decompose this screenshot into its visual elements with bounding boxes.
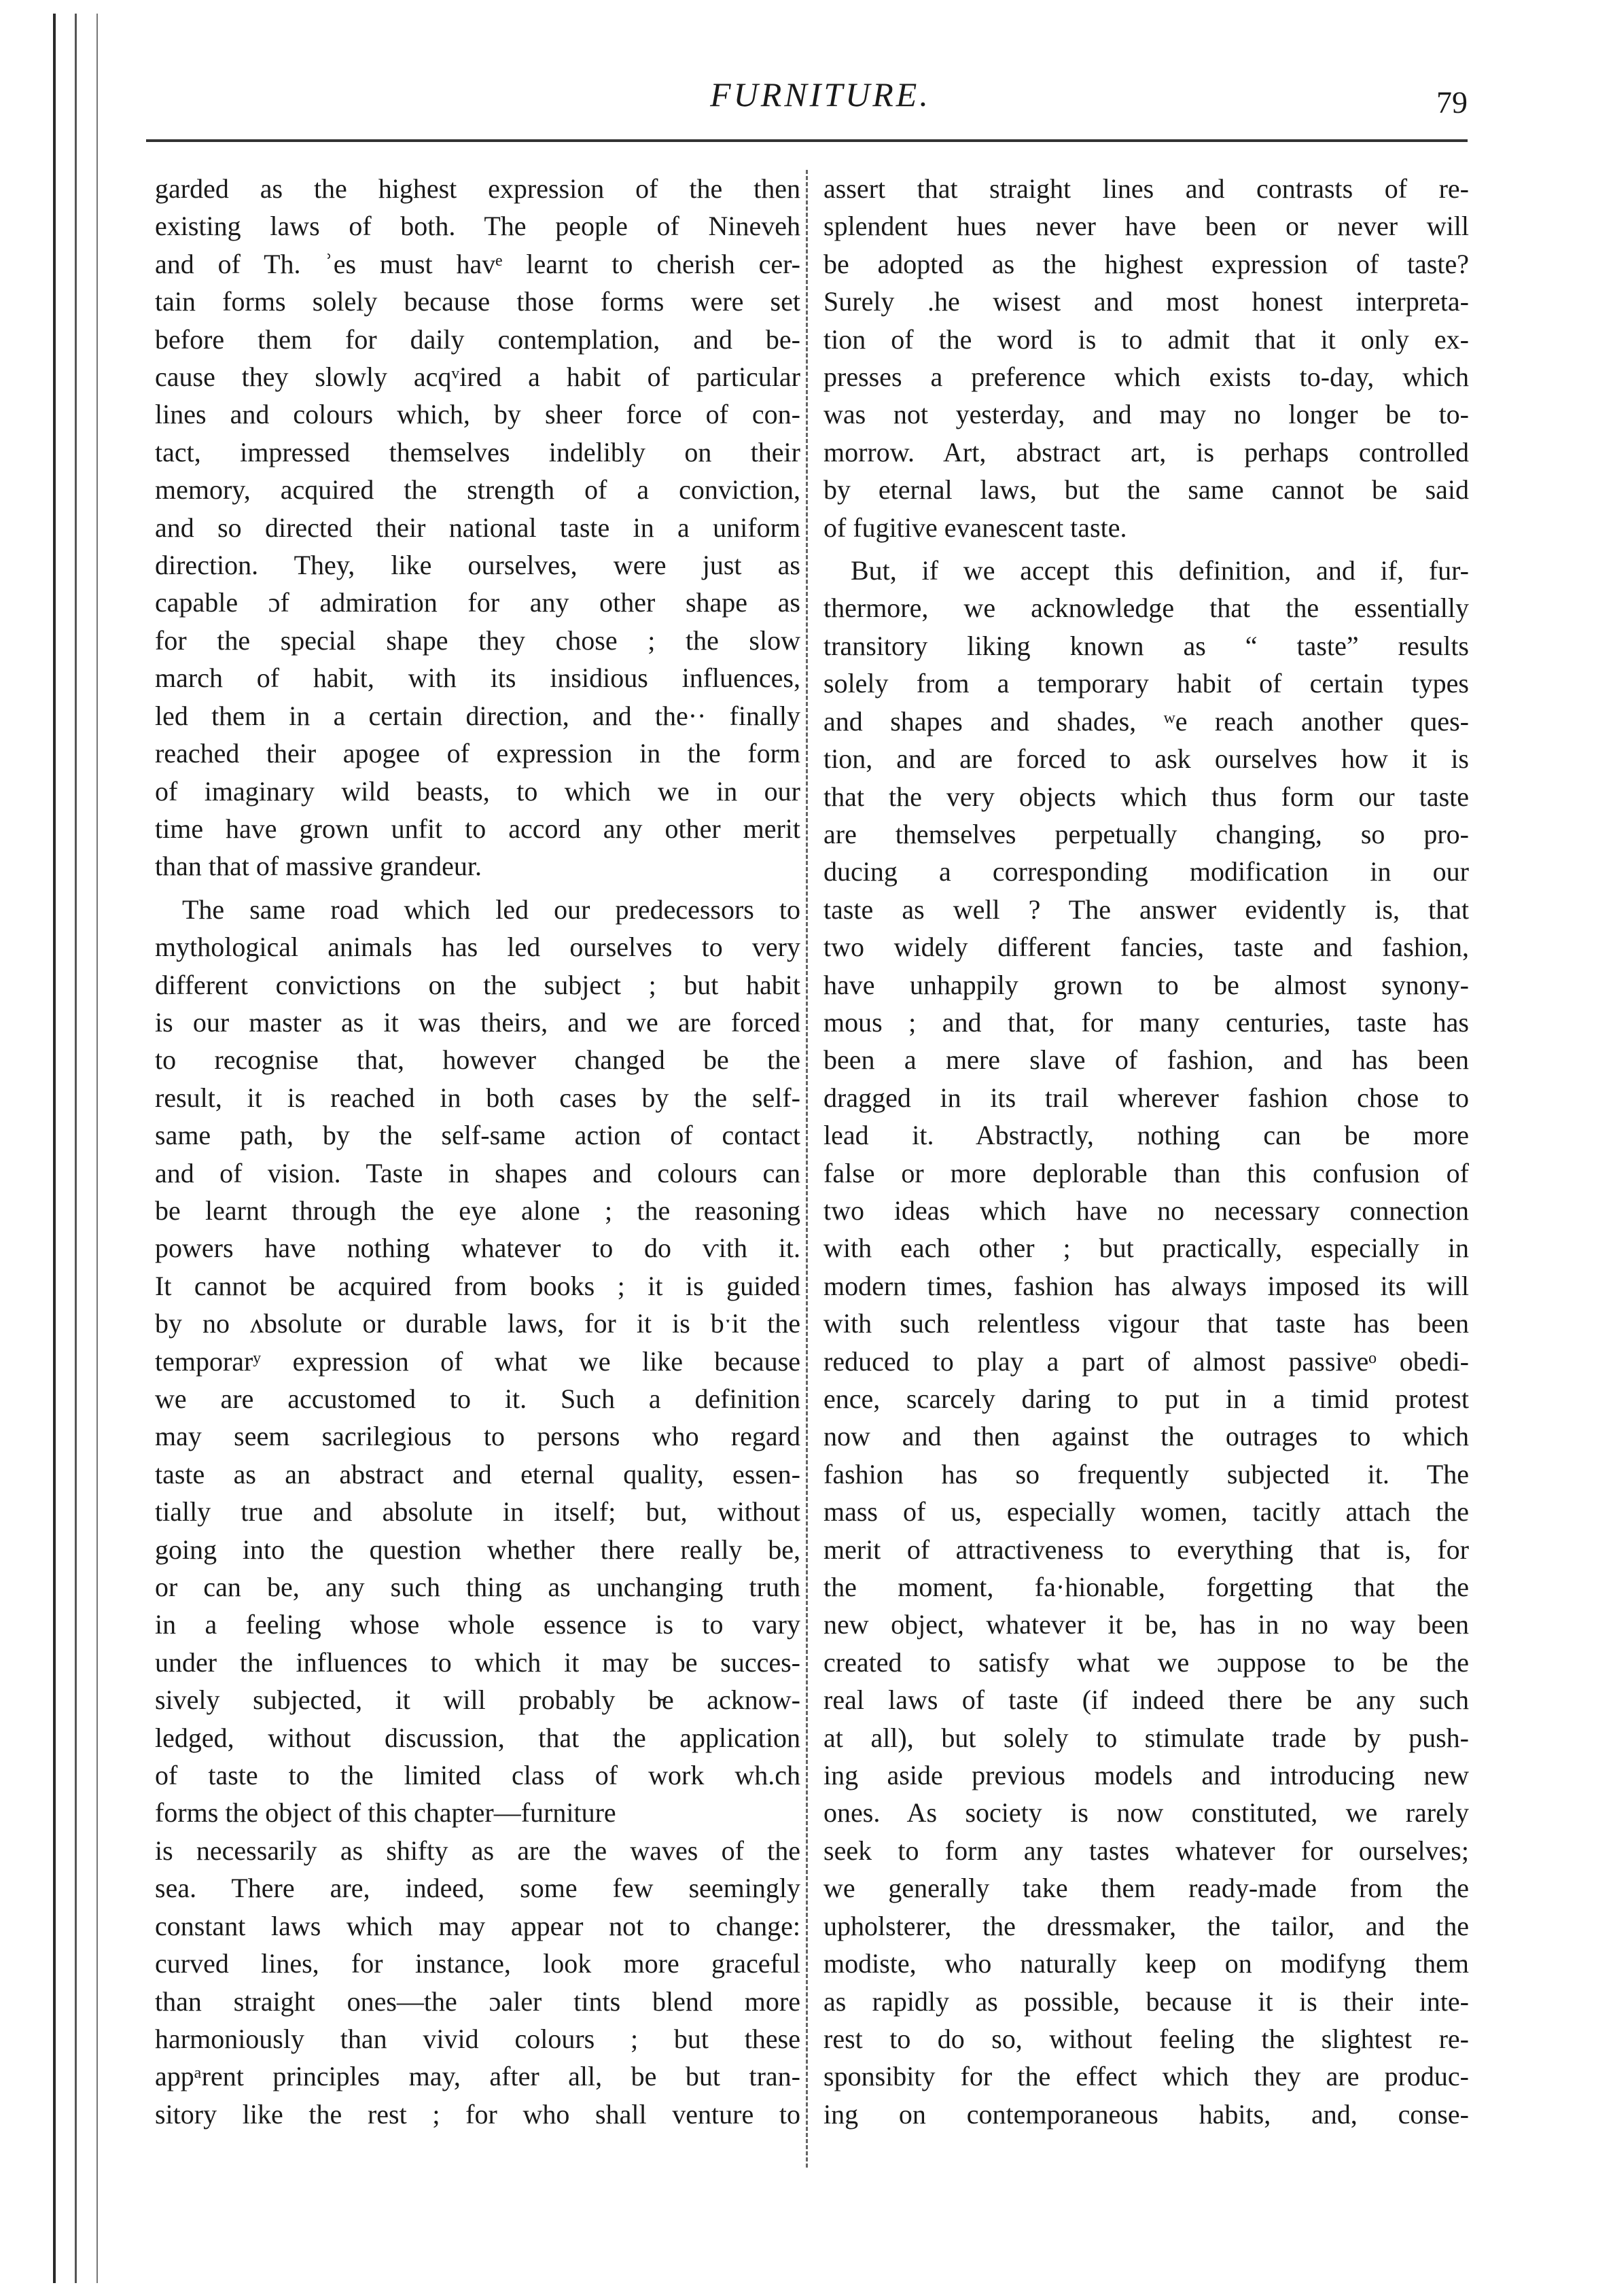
text-line: But, if we accept this definition, and if, fur- [851, 555, 1469, 586]
text-line: tion, and are forced to ask ourselves how it is [823, 743, 1469, 775]
text-line: ones. As society is now constituted, we rarely [823, 1797, 1469, 1829]
text-line: mous ; and that, for many centuries, taste has [823, 1006, 1469, 1038]
text-line: cause they slowly acqᵛired a habit of particular [155, 361, 800, 393]
text-line: splendent hues never have been or never will [823, 211, 1469, 242]
text-line: The same road which led our predecessors to [182, 894, 800, 925]
text-line: merit of attractiveness to everything that is, for [823, 1534, 1469, 1565]
text-line: of imaginary wild beasts, to which we in our [155, 775, 800, 807]
binding-edge [48, 14, 109, 2283]
text-line: to recognise that, however changed be the [155, 1044, 800, 1076]
text-line: modern times, fashion has always imposed its will [823, 1270, 1469, 1301]
text-line: and of vision. Taste in shapes and colours can [155, 1157, 800, 1188]
text-line: mass of us, especially women, tacitly attach the [823, 1496, 1469, 1527]
text-line: sitory like the rest ; for who shall venture to [155, 2098, 800, 2130]
running-head: FURNITURE. [710, 75, 931, 113]
text-line: was not yesterday, and may no longer be to- [823, 399, 1469, 430]
text-line: mythological animals has led ourselves to very [155, 932, 800, 963]
text-line: lead it. Abstractly, nothing can be more [823, 1120, 1469, 1151]
text-line: taste as an abstract and eternal quality, essen- [155, 1458, 800, 1489]
text-line: as rapidly as possible, because it is their inte- [823, 1985, 1469, 2017]
text-line: two ideas which have no necessary connection [823, 1195, 1469, 1226]
text-line: been a mere slave of fashion, and has been [823, 1044, 1469, 1076]
text-line: fashion has so frequently subjected it. The [823, 1458, 1469, 1489]
text-line: tain forms solely because those forms were set [155, 286, 800, 317]
text-line: direction. They, like ourselves, were just as [155, 550, 800, 581]
text-line: existing laws of both. The people of Nineveh [155, 211, 800, 242]
text-line: may seem sacrilegious to persons who regard [155, 1421, 800, 1452]
text-line: real laws of taste (if indeed there be any such [823, 1684, 1469, 1716]
text-line: be learnt through the eye alone ; the reasoning [155, 1195, 800, 1226]
text-line: harmoniously than vivid colours ; but these [155, 2023, 800, 2054]
text-line: transitory liking known as “ taste” results [823, 630, 1469, 661]
text-line: lines and colours which, by sheer force of con- [155, 399, 800, 430]
text-line: is necessarily as shifty as are the waves of the [155, 1835, 800, 1866]
text-line: dragged in its trail wherever fashion chose to [823, 1082, 1469, 1113]
text-line: than straight ones—the ɔaler tints blend more [155, 1985, 800, 2017]
text-line: garded as the highest expression of the then [155, 173, 800, 204]
text-line: thermore, we acknowledge that the essentially [823, 593, 1469, 624]
right-column [823, 170, 1469, 2133]
text-line: with such relentless vigour that taste has been [823, 1308, 1469, 1339]
text-line: Surely .he wisest and most honest interpreta- [823, 286, 1469, 317]
text-line: presses a preference which exists to-day, which [823, 361, 1469, 393]
text-line: capable ɔf admiration for any other shape as [155, 587, 800, 618]
text-line: are themselves perpetually changing, so pro- [823, 818, 1469, 849]
text-line: or can be, any such thing as unchanging truth [155, 1572, 800, 1603]
text-line: appᵃrent principles may, after all, be but tran- [155, 2061, 800, 2092]
text-line: seek to form any tastes whatever for ourselves; [823, 1835, 1469, 1866]
text-line: of taste to the limited class of work wh.ch [155, 1760, 800, 1791]
text-line: rest to do so, without feeling the slightest re- [823, 2023, 1469, 2054]
text-line: assert that straight lines and contrasts of re- [823, 173, 1469, 204]
text-line: new object, whatever it be, has in no way been [823, 1609, 1469, 1640]
text-line: modiste, who naturally keep on modifyng them [823, 1948, 1469, 1979]
text-line: result, it is reached in both cases by the self- [155, 1082, 800, 1113]
text-line: ledged, without discussion, that the application [155, 1722, 800, 1753]
text-line: and of Th. ʾes must havᵉ learnt to cherish cer- [155, 248, 800, 279]
text-line: now and then against the outrages to which [823, 1421, 1469, 1452]
text-line: sponsibity for the effect which they are produc- [823, 2061, 1469, 2092]
binding-line [96, 14, 98, 2283]
text-line: temporarʸ expression of what we like because [155, 1345, 800, 1377]
text-line: same path, by the self-same action of contact [155, 1120, 800, 1151]
text-line: that the very objects which thus form our taste [823, 781, 1469, 812]
text-line: curved lines, for instance, look more graceful [155, 1948, 800, 1979]
text-line: reduced to play a part of almost passiveᵒ obedi- [823, 1345, 1469, 1377]
text-line: tact, impressed themselves indelibly on their [155, 436, 800, 467]
text-line: than that of massive grandeur. [155, 851, 482, 882]
text-line: two widely different fancies, taste and fashion, [823, 932, 1469, 963]
text-line: taste as well ? The answer evidently is, that [823, 894, 1469, 925]
text-line: solely from a temporary habit of certain types [823, 668, 1469, 699]
left-column [155, 170, 800, 2133]
text-line: different convictions on the subject ; but habit [155, 969, 800, 1000]
text-line: is our master as it was theirs, and we are forced [155, 1006, 800, 1038]
text-line: by eternal laws, but the same cannot be said [823, 474, 1469, 506]
text-line: sea. There are, indeed, some few seemingly [155, 1873, 800, 1904]
header-rule [146, 139, 1468, 142]
text-line: upholsterer, the dressmaker, the tailor, and the [823, 1910, 1469, 1941]
text-line: false or more deplorable than this confusion of [823, 1157, 1469, 1188]
binding-line [75, 14, 77, 2283]
text-line: ence, scarcely daring to put in a timid protest [823, 1383, 1469, 1414]
text-line: It cannot be acquired from books ; it is guided [155, 1270, 800, 1301]
text-line: tially true and absolute in itself; but, without [155, 1496, 800, 1527]
text-line: and shapes and shades, ʷe reach another ques- [823, 705, 1469, 737]
text-line: we are accustomed to it. Such a definition [155, 1383, 800, 1414]
text-line: going into the question whether there really be, [155, 1534, 800, 1565]
page-number: 79 [1436, 85, 1468, 120]
text-line: before them for daily contemplation, and be- [155, 323, 800, 355]
text-line: tion of the word is to admit that it only ex- [823, 323, 1469, 355]
column-divider [806, 170, 808, 2168]
text-line: morrow. Art, abstract art, is perhaps controlled [823, 436, 1469, 467]
text-line: at all), but solely to stimulate trade by push- [823, 1722, 1469, 1753]
text-line: sively subjected, it will probably b̵e acknow- [155, 1684, 800, 1716]
text-line: ing aside previous models and introducing new [823, 1760, 1469, 1791]
text-line: of fugitive evanescent taste. [823, 512, 1127, 543]
text-line: in a feeling whose whole essence is to vary [155, 1609, 800, 1640]
text-line: ing on contemporaneous habits, and, conse- [823, 2098, 1469, 2130]
text-line: memory, acquired the strength of a conviction, [155, 474, 800, 506]
text-line: have unhappily grown to be almost synony- [823, 969, 1469, 1000]
text-line: march of habit, with its insidious influences, [155, 663, 800, 694]
text-line: reached their apogee of expression in the form [155, 738, 800, 769]
text-line: ducing a corresponding modification in our [823, 856, 1469, 887]
text-line: under the influences to which it may be succes- [155, 1646, 800, 1678]
text-line: the moment, fa·hionable, forgetting that the [823, 1572, 1469, 1603]
text-line: for the special shape they chose ; the slow [155, 624, 800, 656]
text-line: time have grown unfit to accord any other merit [155, 813, 800, 844]
text-line: powers have nothing whatever to do ⱱith it. [155, 1233, 800, 1264]
text-line: by no ʌbsolute or durable laws, for it is bˑit the [155, 1308, 800, 1339]
text-line: we generally take them ready-made from the [823, 1873, 1469, 1904]
text-line: created to satisfy what we ɔuppose to be the [823, 1646, 1469, 1678]
text-line: forms the object of this chapter—furniture [155, 1797, 616, 1829]
text-line: constant laws which may appear not to change: [155, 1910, 800, 1941]
page-header [146, 75, 1468, 143]
text-line: with each other ; but practically, especially in [823, 1233, 1469, 1264]
text-line: and so directed their national taste in a uniform [155, 512, 800, 543]
text-line: led them in a certain direction, and the·· finally [155, 700, 800, 731]
text-line: be adopted as the highest expression of taste? [823, 248, 1469, 279]
binding-line [53, 14, 56, 2283]
